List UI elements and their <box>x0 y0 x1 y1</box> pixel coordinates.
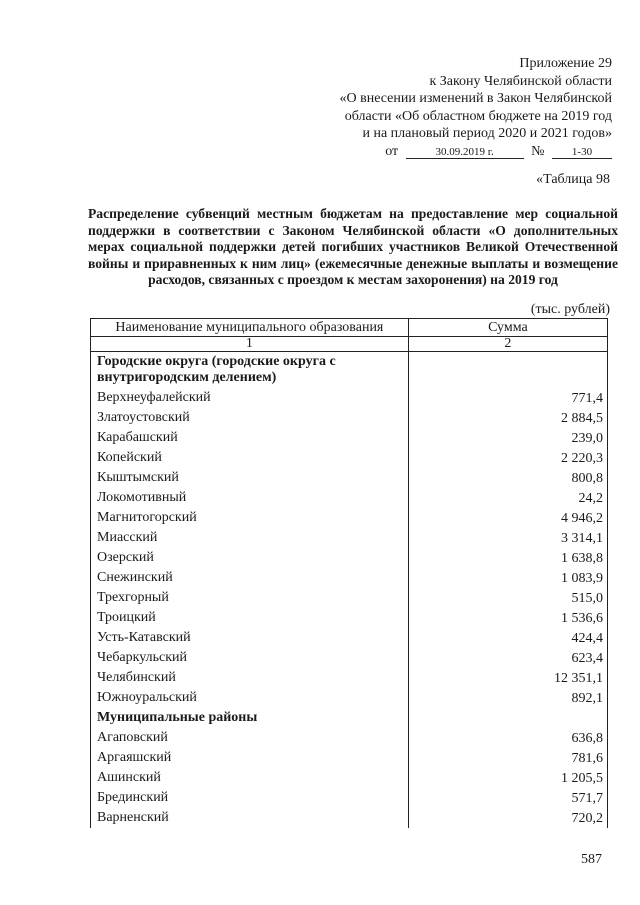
district-name: Агаповский <box>91 728 409 748</box>
col1-header: Наименование муниципального образования <box>91 319 409 337</box>
subsidy-table <box>90 318 608 828</box>
municipality-name: Усть-Катавский <box>91 628 409 648</box>
table-row <box>91 648 608 668</box>
district-name: Варненский <box>91 808 409 828</box>
section-title: Городские округа (городские округа с внутригородским делением) <box>91 352 409 389</box>
table-row <box>91 448 608 468</box>
table-header-row <box>91 319 608 337</box>
municipality-name: Верхнеуфалейский <box>91 388 409 408</box>
table-row <box>91 788 608 808</box>
appendix-law-title-1: «О внесении изменений в Закон Челябинской <box>339 91 612 106</box>
municipality-name: Карабашский <box>91 428 409 448</box>
section-sum-empty <box>408 708 607 728</box>
municipality-name: Трехгорный <box>91 588 409 608</box>
section-row-urban <box>91 352 608 389</box>
col2-number: 2 <box>408 337 607 352</box>
subsidy-sum: 720,2 <box>408 808 607 828</box>
subsidy-sum: 636,8 <box>408 728 607 748</box>
municipality-name: Озерский <box>91 548 409 568</box>
table-row <box>91 568 608 588</box>
municipality-name: Троицкий <box>91 608 409 628</box>
table-row <box>91 728 608 748</box>
municipality-name: Челябинский <box>91 668 409 688</box>
units-label: (тыс. рублей) <box>530 302 610 317</box>
table-row <box>91 588 608 608</box>
municipality-name: Миасский <box>91 528 409 548</box>
subsidy-sum: 892,1 <box>408 688 607 708</box>
subsidy-sum: 24,2 <box>408 488 607 508</box>
subsidy-sum: 3 314,1 <box>408 528 607 548</box>
subsidy-sum: 4 946,2 <box>408 508 607 528</box>
table-row <box>91 468 608 488</box>
table-number-row <box>91 337 608 352</box>
appendix-law-title-3: и на плановый период 2020 и 2021 годов» <box>362 126 612 141</box>
district-name: Аргаяшский <box>91 748 409 768</box>
table-row <box>91 628 608 648</box>
table-label: «Таблица 98 <box>536 172 610 187</box>
appendix-number: Приложение 29 <box>519 56 612 71</box>
page-number: 587 <box>581 852 602 867</box>
municipality-name: Магнитогорский <box>91 508 409 528</box>
document-title: Распределение субвенций местным бюджетам на предоставление мер социальной поддержки в соответствии с Законом Челябинской области «О дополнительных мерах социальной поддержки детей погибших участников Великой Отечественной войны и приравненных к ним лиц» (ежемесячные денежные выплаты и возмещение расходов, связанных с проездом к местам захоронения) на 2019 год <box>88 206 618 287</box>
table-row <box>91 528 608 548</box>
subsidy-sum: 515,0 <box>408 588 607 608</box>
section-sum-empty <box>408 352 607 389</box>
municipality-name: Южноуральский <box>91 688 409 708</box>
table-row <box>91 408 608 428</box>
order-line <box>292 143 612 161</box>
subsidy-sum: 771,4 <box>408 388 607 408</box>
table-row <box>91 668 608 688</box>
table-row <box>91 388 608 408</box>
table-row <box>91 428 608 448</box>
municipality-name: Чебаркульский <box>91 648 409 668</box>
table-row <box>91 508 608 528</box>
subsidy-sum: 1 536,6 <box>408 608 607 628</box>
col2-header: Сумма <box>408 319 607 337</box>
subsidy-sum: 781,6 <box>408 748 607 768</box>
subsidy-sum: 1 205,5 <box>408 768 607 788</box>
subsidy-sum: 424,4 <box>408 628 607 648</box>
appendix-header <box>292 55 612 160</box>
municipality-name: Копейский <box>91 448 409 468</box>
order-date: 30.09.2019 г. <box>406 146 524 159</box>
appendix-law-ref: к Закону Челябинской области <box>429 73 612 89</box>
municipality-name: Локомотивный <box>91 488 409 508</box>
col1-number: 1 <box>91 337 409 352</box>
subsidy-sum: 623,4 <box>408 648 607 668</box>
table-row <box>91 808 608 828</box>
subsidy-sum: 2 884,5 <box>408 408 607 428</box>
subsidy-sum: 1 638,8 <box>408 548 607 568</box>
table-row <box>91 548 608 568</box>
subsidy-sum: 12 351,1 <box>408 668 607 688</box>
order-number: 1-30 <box>552 146 612 159</box>
municipality-name: Златоустовский <box>91 408 409 428</box>
table-row <box>91 488 608 508</box>
district-name: Брединский <box>91 788 409 808</box>
number-label: № <box>531 143 545 159</box>
district-name: Ашинский <box>91 768 409 788</box>
subsidy-sum: 239,0 <box>408 428 607 448</box>
section-row-districts <box>91 708 608 728</box>
table-row <box>91 768 608 788</box>
section-title: Муниципальные районы <box>91 708 409 728</box>
municipality-name: Снежинский <box>91 568 409 588</box>
subsidy-sum: 800,8 <box>408 468 607 488</box>
from-label: от <box>385 143 399 159</box>
appendix-law-title-2: области «Об областном бюджете на 2019 год <box>344 108 612 124</box>
table-row <box>91 608 608 628</box>
table-row <box>91 688 608 708</box>
subsidy-sum: 571,7 <box>408 788 607 808</box>
subsidy-sum: 2 220,3 <box>408 448 607 468</box>
table-row <box>91 748 608 768</box>
subsidy-sum: 1 083,9 <box>408 568 607 588</box>
municipality-name: Кыштымский <box>91 468 409 488</box>
